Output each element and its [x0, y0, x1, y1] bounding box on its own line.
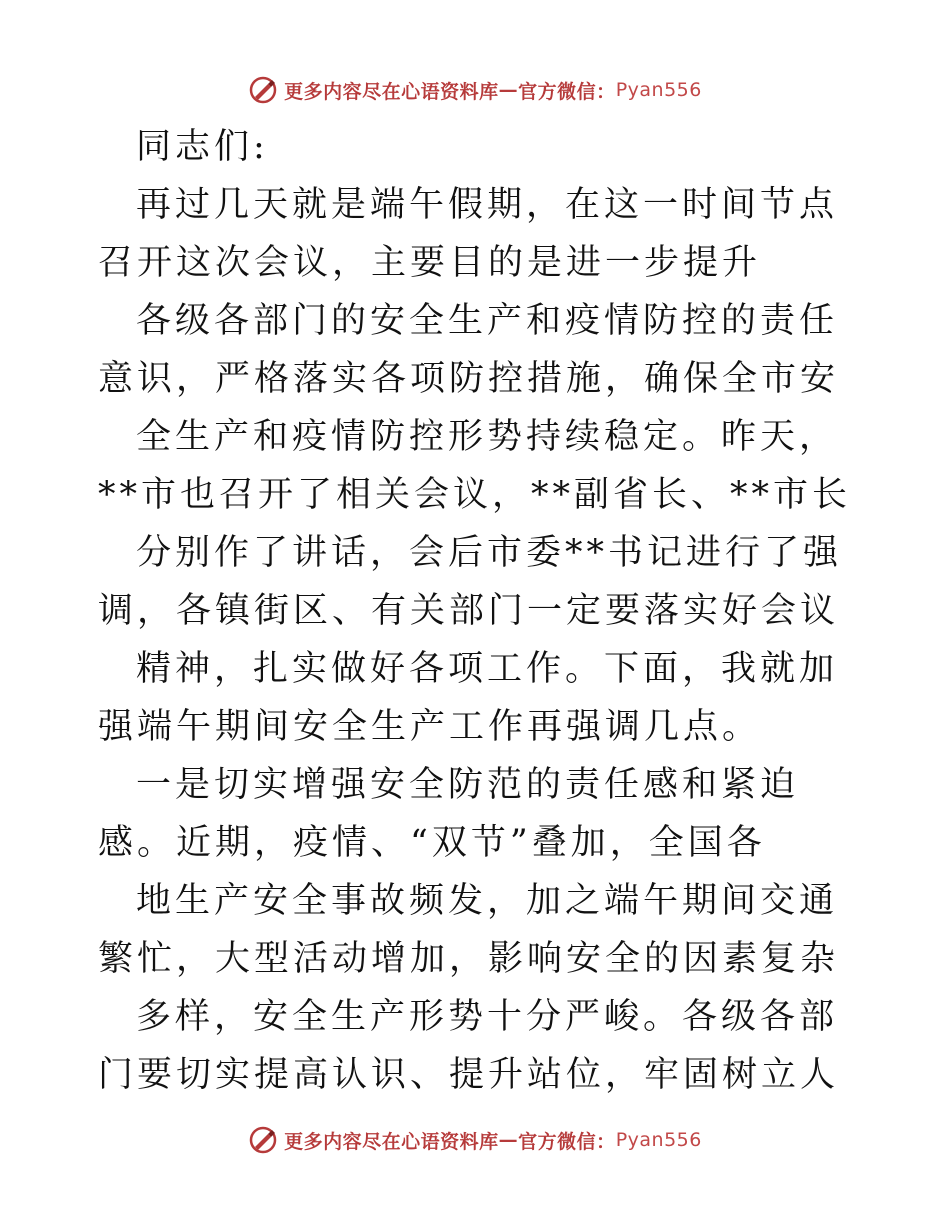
footer-banner-title: 更多内容尽在心语资料库	[284, 1130, 499, 1153]
paragraph: 一是切实增强安全防范的责任感和紧迫感。近期，疫情、“双节”叠加，全国各	[98, 765, 800, 863]
header-banner-wechat-id: Pyan556	[615, 79, 702, 101]
pen-logo-icon	[248, 1125, 278, 1155]
header-watermark-banner	[0, 70, 950, 110]
paragraph: 精神，扎实做好各项工作。下面，我就加强端午期间安全生产工作再强调几点。	[98, 649, 839, 747]
paragraph: 同志们:	[136, 127, 269, 167]
header-banner-title: 更多内容尽在心语资料库	[284, 80, 499, 103]
footer-banner-wechat-label: 官方微信：	[518, 1130, 616, 1153]
paragraph: 全生产和疫情防控形势持续稳定。昨天，**市也召开了相关会议，**副省长、**市长	[98, 417, 852, 515]
header-banner-separator: —	[498, 79, 519, 101]
footer-watermark-banner	[0, 1120, 950, 1160]
footer-banner-separator: —	[498, 1129, 519, 1151]
document-body	[98, 118, 868, 1104]
paragraph: 多样，安全生产形势十分严峻。各级各部门要切实提高认识、提升站位，牢固树立人	[98, 997, 840, 1095]
paragraph: 各级各部门的安全生产和疫情防控的责任意识，严格落实各项防控措施，确保全市安	[98, 301, 840, 399]
pen-logo-icon	[248, 75, 278, 105]
paragraph: 分别作了讲话，会后市委**书记进行了强调，各镇街区、有关部门一定要落实好会议	[98, 533, 843, 631]
footer-banner-wechat-id: Pyan556	[615, 1129, 702, 1151]
header-banner-wechat-label: 官方微信：	[518, 80, 616, 103]
paragraph: 再过几天就是端午假期，在这一时间节点召开这次会议，主要目的是进一步提升	[98, 185, 839, 283]
paragraph: 地生产安全事故频发，加之端午期间交通繁忙，大型活动增加，影响安全的因素复杂	[98, 881, 840, 979]
